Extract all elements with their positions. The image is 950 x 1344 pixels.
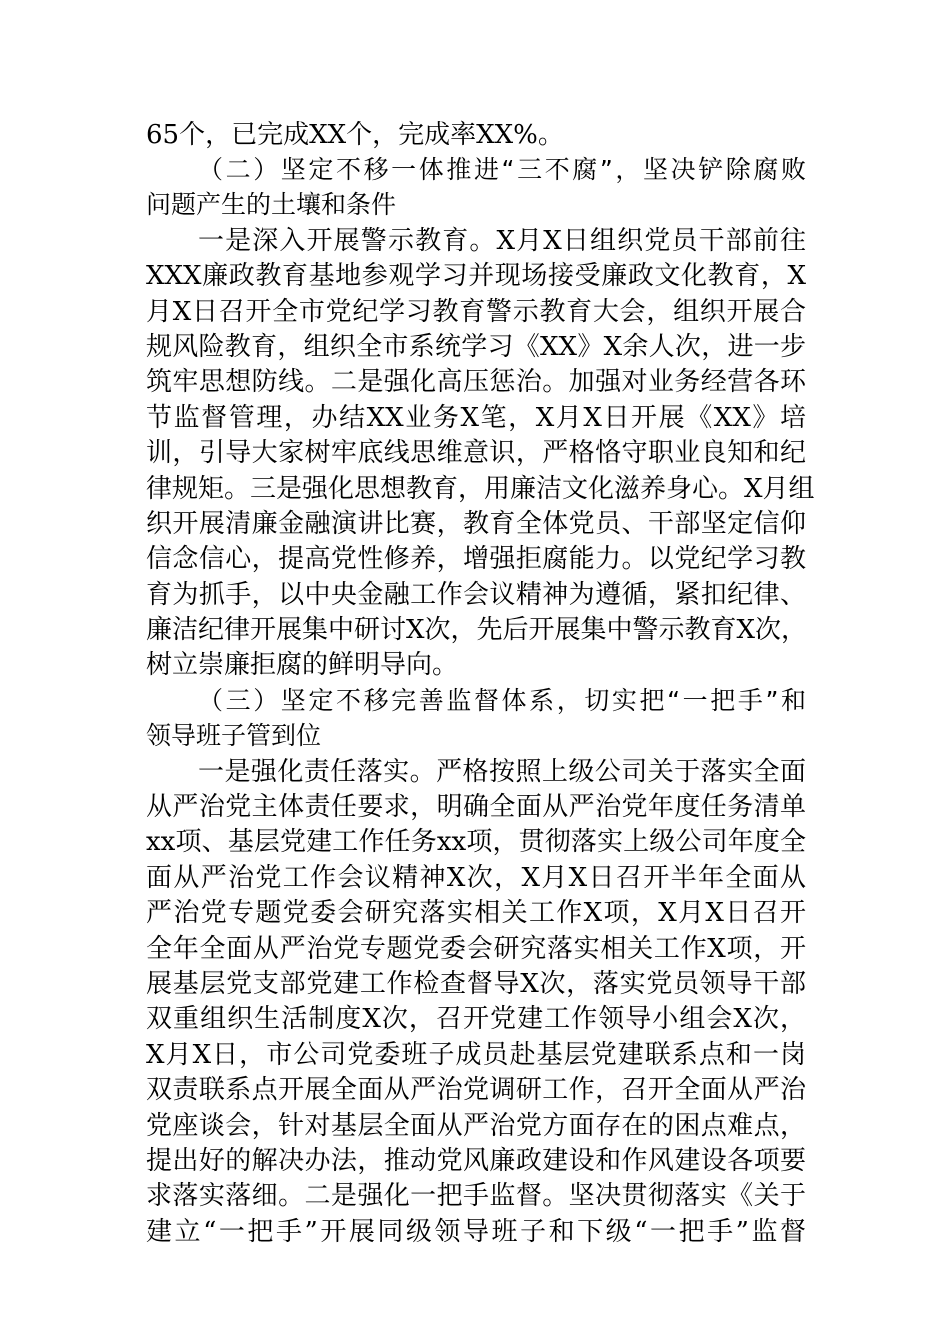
text-line: 育为抓手，以中央金融工作会议精神为遵循，紧扣纪律、 (146, 580, 806, 610)
text-line: 严治党专题党委会研究落实相关工作X项，X月X日召开 (146, 898, 806, 928)
text-line: 一是深入开展警示教育。X月X日组织党员干部前往 (198, 226, 806, 256)
text-line: 党座谈会，针对基层全面从严治党方面存在的困点难点， (146, 1111, 806, 1141)
section-heading: （二）坚定不移一体推进“三不腐”，坚决铲除腐败 (198, 155, 806, 184)
text-line: 月X日召开全市党纪学习教育警示教育大会，组织开展合 (146, 297, 806, 327)
text-line: 全年全面从严治党专题党委会研究落实相关工作X项，开 (146, 934, 806, 964)
text-line: 建立“一把手”开展同级领导班子和下级“一把手”监督 (146, 1217, 806, 1247)
text-line: 律规矩。三是强化思想教育，用廉洁文化滋养身心。X月组 (146, 474, 815, 504)
text-line: 信念信心，提高党性修养，增强拒腐能力。以党纪学习教 (146, 544, 806, 574)
text-line: 训，引导大家树牢底线思维意识，严格恪守职业良知和纪 (146, 438, 806, 468)
text-line: xx项、基层党建工作任务xx项，贯彻落实上级公司年度全 (146, 827, 806, 857)
text-line: 筑牢思想防线。二是强化高压惩治。加强对业务经营各环 (146, 367, 806, 397)
section-heading: 问题产生的土壤和条件 (146, 190, 397, 219)
text-line: 规风险教育，组织全市系统学习《XX》X余人次，进一步 (146, 332, 806, 362)
text-line: 从严治党主体责任要求，明确全面从严治党年度任务清单 (146, 792, 806, 822)
section-heading: （三）坚定不移完善监督体系，切实把“一把手”和 (198, 686, 806, 715)
text-line: XXX廉政教育基地参观学习并现场接受廉政文化教育，X (146, 261, 806, 291)
text-line: 提出好的解决办法，推动党风廉政建设和作风建设各项要 (146, 1146, 806, 1176)
section-heading: 领导班子管到位 (146, 721, 322, 750)
text-line: 展基层党支部党建工作检查督导X次，落实党员领导干部 (146, 969, 806, 999)
text-line: 一是强化责任落实。严格按照上级公司关于落实全面 (198, 757, 806, 787)
text-line: 节监督管理，办结XX业务X笔，X月X日开展《XX》培 (146, 403, 806, 433)
text-line: 求落实落细。二是强化一把手监督。坚决贯彻落实《关于 (146, 1181, 806, 1211)
text-line: 面从严治党工作会议精神X次，X月X日召开半年全面从 (146, 863, 806, 893)
text-line: 65个，已完成XX个，完成率XX%。 (146, 120, 564, 150)
text-line: 廉洁纪律开展集中研讨X次，先后开展集中警示教育X次， (146, 615, 808, 645)
text-line: 织开展清廉金融演讲比赛，教育全体党员、干部坚定信仰 (146, 509, 806, 539)
text-line: 双重组织生活制度X次，召开党建工作领导小组会X次， (146, 1004, 806, 1034)
text-line: 树立崇廉拒腐的鲜明导向。 (146, 650, 459, 680)
text-line: X月X日，市公司党委班子成员赴基层党建联系点和一岗 (146, 1040, 806, 1070)
text-line: 双责联系点开展全面从严治党调研工作，召开全面从严治 (146, 1075, 806, 1105)
